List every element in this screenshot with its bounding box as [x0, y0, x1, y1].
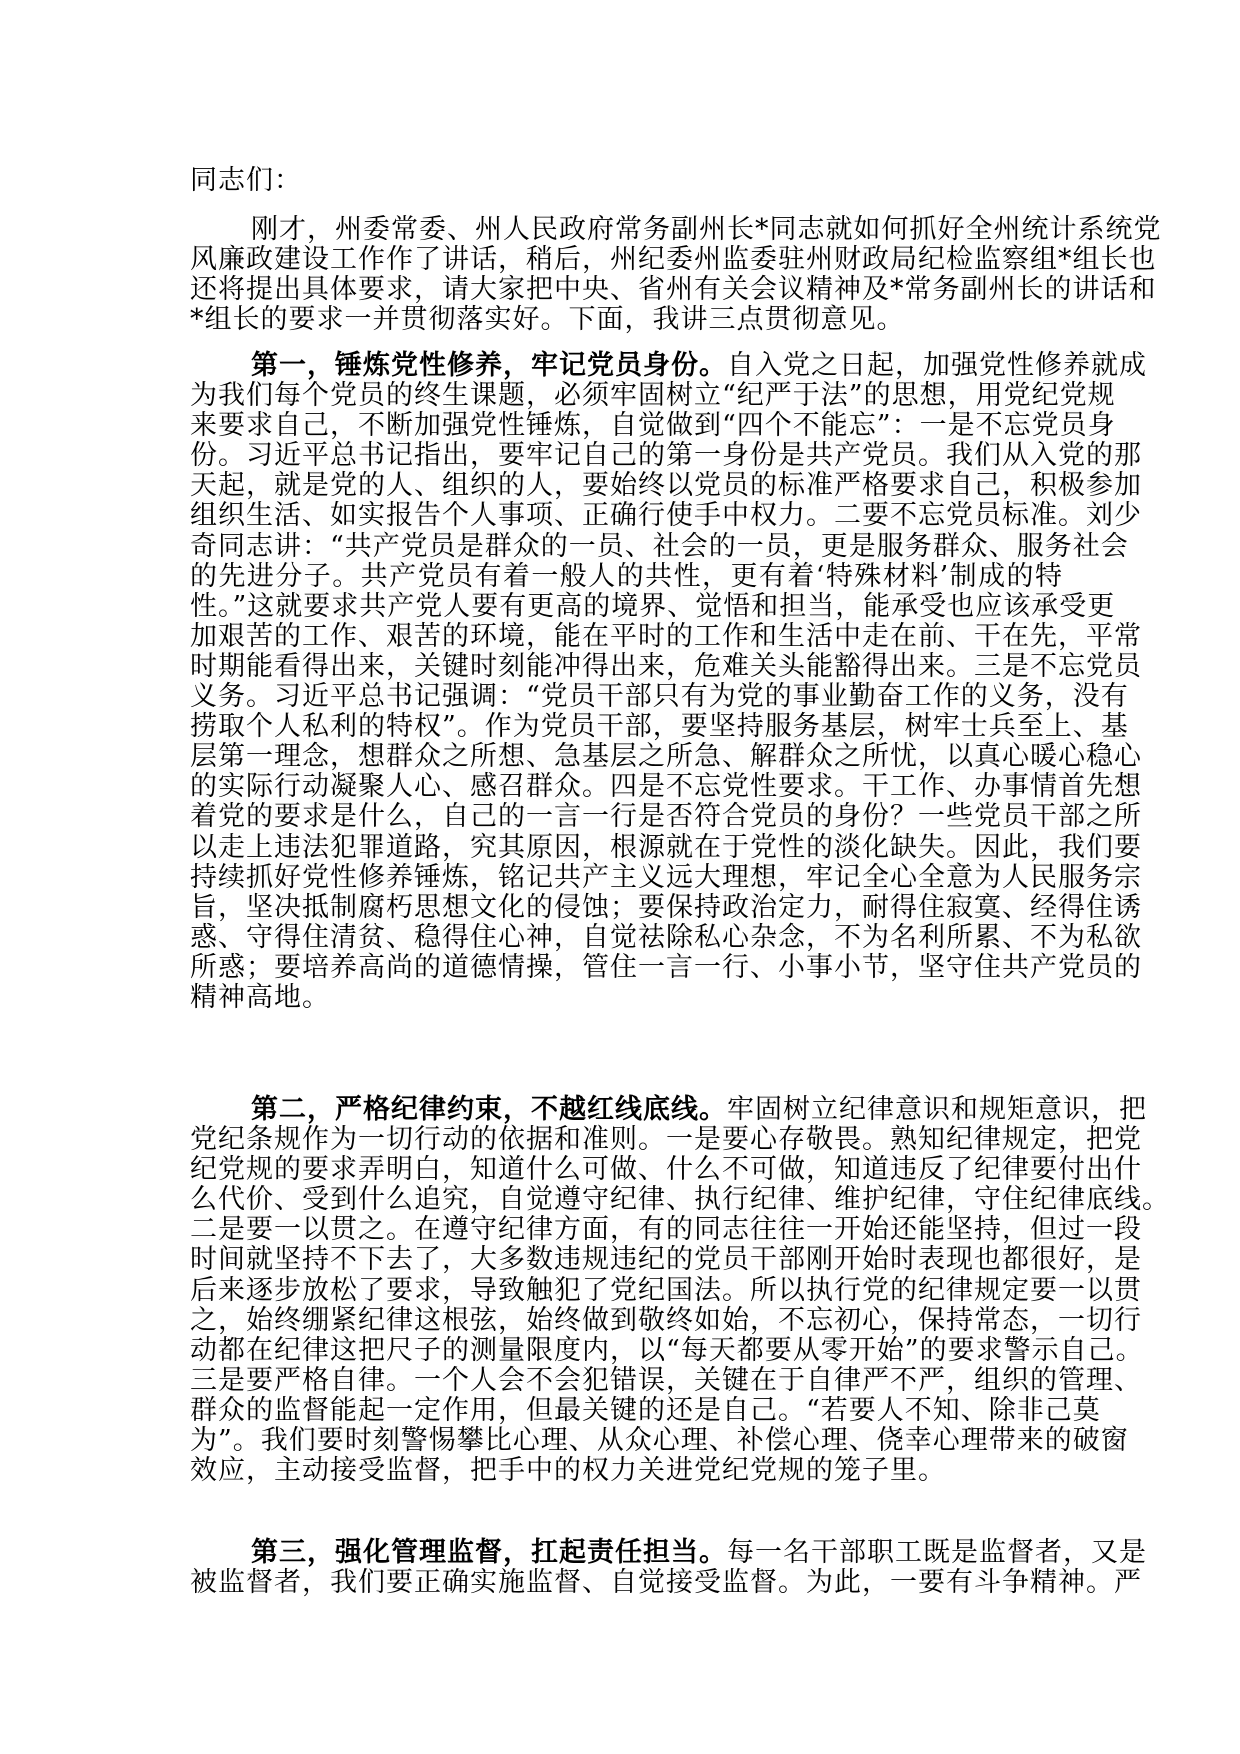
section-1-paragraph [190, 350, 1147, 1013]
text-line: 之，始终绷紧纪律这根弦，始终做到敬终如始，不忘初心，保持常态，一切行 [190, 1304, 1142, 1336]
text-line: 动都在纪律这把尺子的测量限度内，以“每天都要从零开始”的要求警示自己。 [190, 1334, 1144, 1366]
text-line: 刚才，州委常委、州人民政府常务副州长*同志就如何抓好全州统计系统党 [251, 214, 1162, 245]
text-line [190, 1094, 1147, 1125]
text-line: 性。”这就要求共产党人要有更高的境界、觉悟和担当，能承受也应该承受更 [190, 590, 1116, 622]
text-line: 旨，坚决抵制腐朽思想文化的侵蚀；要保持政治定力，耐得住寂寞、经得住诱 [190, 891, 1142, 923]
text-line: 还将提出具体要求，请大家把中央、省州有关会议精神及*常务副州长的讲话和 [190, 274, 1157, 306]
text-line: 着党的要求是什么，自己的一言一行是否符合党员的身份？一些党员干部之所 [190, 801, 1142, 833]
text-line: 纪党规的要求弄明白，知道什么可做、什么不可做，知道违反了纪律要付出什 [190, 1154, 1142, 1186]
section-text: 牢固树立纪律意识和规矩意识，把 [727, 1094, 1147, 1125]
section-text: 每一名干部职工既是监督者，又是 [727, 1537, 1147, 1568]
text-line: 奇同志讲：“共产党员是群众的一员、社会的一员，更是服务群众、服务社会 [190, 530, 1129, 562]
text-line: 效应，主动接受监督，把手中的权力关进党纪党规的笼子里。 [190, 1455, 946, 1487]
text-line: 义务。习近平总书记强调：“党员干部只有为党的事业勤奋工作的义务，没有 [190, 681, 1129, 713]
text-line: 被监督者，我们要正确实施监督、自觉接受监督。为此，一要有斗争精神。严 [190, 1567, 1142, 1599]
intro-paragraph [190, 214, 1162, 336]
text-line: 党纪条规作为一切行动的依据和准则。一是要心存敬畏。熟知纪律规定，把党 [190, 1124, 1142, 1156]
section-2-paragraph [190, 1094, 1170, 1487]
section-3-paragraph [190, 1537, 1147, 1599]
text-line: 组织生活、如实报告个人事项、正确行使手中权力。二要不忘党员标准。刘少 [190, 500, 1142, 532]
text-line: 为我们每个党员的终生课题，必须牢固树立“纪严于法”的思想，用党纪党规 [190, 380, 1116, 412]
text-line: 所惑；要培养高尚的道德情操，管住一言一行、小事小节，坚守住共产党员的 [190, 951, 1142, 983]
text-line: 以走上违法犯罪道路，究其原因，根源就在于党性的淡化缺失。因此，我们要 [190, 831, 1142, 863]
text-line [190, 350, 1147, 381]
text-line: 的实际行动凝聚人心、感召群众。四是不忘党性要求。干工作、办事情首先想 [190, 771, 1142, 803]
greeting-text: 同志们： [190, 165, 302, 196]
text-line: 后来逐步放松了要求，导致触犯了党纪国法。所以执行党的纪律规定要一以贯 [190, 1274, 1142, 1306]
section-heading: 第三，强化管理监督，扛起责任担当。 [251, 1537, 727, 1568]
text-line: *组长的要求一并贯彻落实好。下面，我讲三点贯彻意见。 [190, 304, 905, 336]
text-line: 时间就坚持不下去了，大多数违规违纪的党员干部刚开始时表现也都很好，是 [190, 1244, 1142, 1276]
text-line [190, 1537, 1147, 1568]
text-line: 加艰苦的工作、艰苦的环境，能在平时的工作和生活中走在前、干在先，平常 [190, 620, 1142, 652]
section-text: 自入党之日起，加强党性修养就成 [727, 350, 1147, 381]
text-line: 持续抓好党性修养锤炼，铭记共产主义远大理想，牢记全心全意为人民服务宗 [190, 861, 1142, 893]
text-line: 层第一理念，想群众之所想、急基层之所急、解群众之所忧，以真心暖心稳心 [190, 741, 1142, 773]
text-line: 群众的监督能起一定作用，但最关键的还是自己。“若要人不知、除非己莫 [190, 1394, 1101, 1426]
text-line: 捞取个人私利的特权”。作为党员干部，要坚持服务基层，树牢士兵至上、基 [190, 711, 1129, 743]
text-line: 么代价、受到什么追究，自觉遵守纪律、执行纪律、维护纪律，守住纪律底线。 [190, 1184, 1170, 1216]
text-line: 风廉政建设工作作了讲话，稍后，州纪委州监委驻州财政局纪检监察组*组长也 [190, 244, 1157, 276]
section-heading: 第二，严格纪律约束，不越红线底线。 [251, 1094, 727, 1125]
text-line: 惑、守得住清贫、稳得住心神，自觉祛除私心杂念，不为名利所累、不为私欲 [190, 921, 1142, 953]
text-line: 二是要一以贯之。在遵守纪律方面，有的同志往往一开始还能坚持，但过一段 [190, 1214, 1142, 1246]
text-line: 的先进分子。共产党员有着一般人的共性，更有着‘特殊材料’制成的特 [190, 560, 1063, 592]
text-line: 天起，就是党的人、组织的人，要始终以党员的标准严格要求自己，积极参加 [190, 470, 1142, 502]
text-line: 三是要严格自律。一个人会不会犯错误，关键在于自律严不严，组织的管理、 [190, 1364, 1142, 1396]
greeting [190, 166, 1063, 196]
text-line: 为”。我们要时刻警惕攀比心理、从众心理、补偿心理、侥幸心理带来的破窗 [190, 1425, 1129, 1457]
section-heading: 第一，锤炼党性修养，牢记党员身份。 [251, 350, 727, 381]
text-line: 精神高地。 [190, 981, 330, 1013]
text-line: 来要求自己，不断加强党性锤炼，自觉做到“四个不能忘”：一是不忘党员身 [190, 410, 1116, 442]
text-line: 时期能看得出来，关键时刻能冲得出来，危难关头能豁得出来。三是不忘党员 [190, 650, 1142, 682]
text-line: 份。习近平总书记指出，要牢记自己的第一身份是共产党员。我们从入党的那 [190, 440, 1142, 472]
